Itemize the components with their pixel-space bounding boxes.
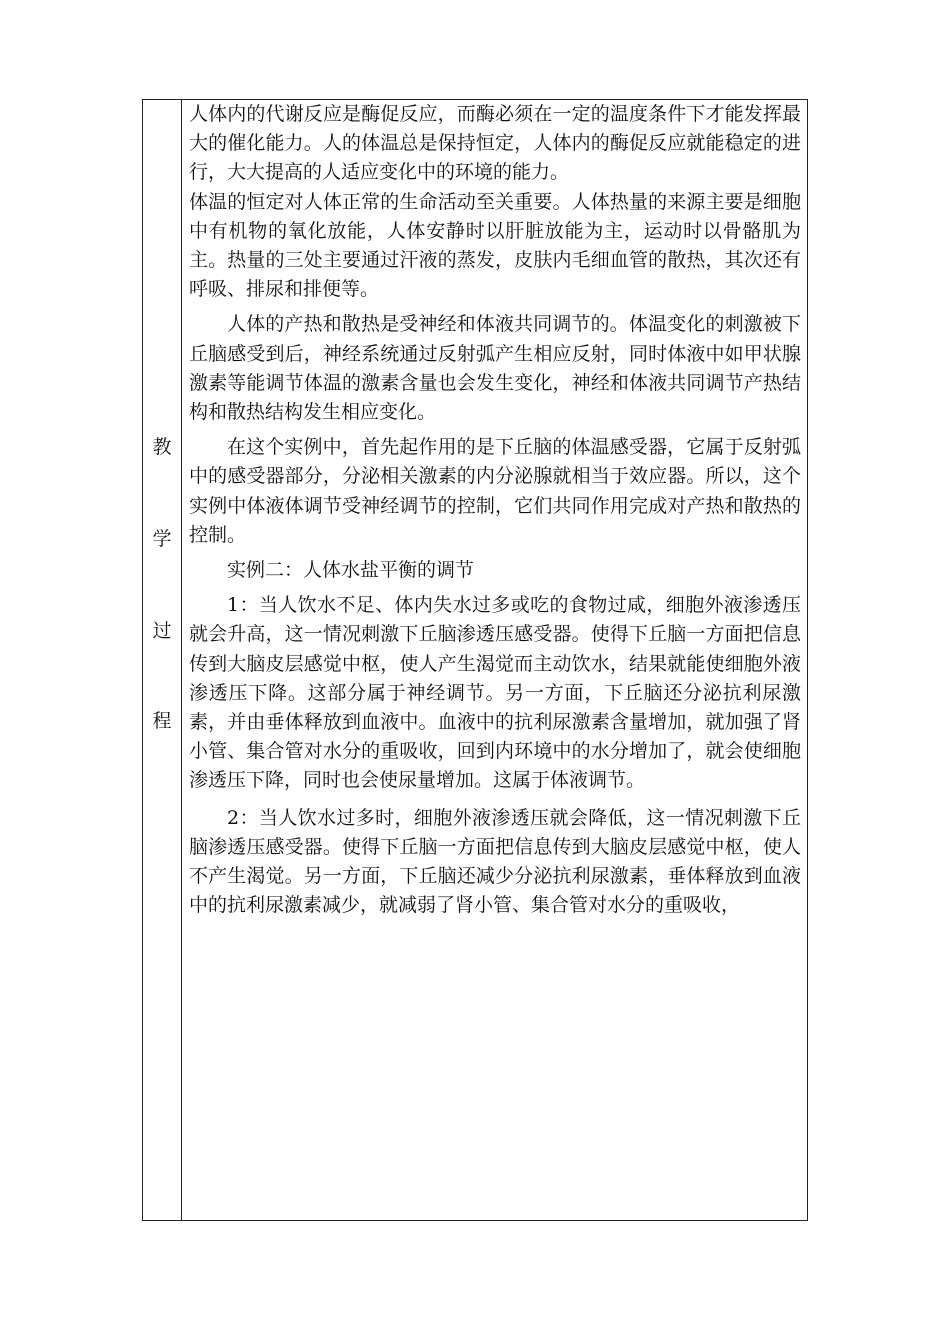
paragraph: 人体的产热和散热是受神经和体液共同调节的。体温变化的刺激被下丘脑感受到后，神经系统通过反射弧产生相应反射，同时体液中如甲状腺激素等能调节体温的激素含量也会发生变化，神经和体液共同调节产热结构和散热结构发生相应变化。 bbox=[189, 313, 801, 424]
side-label-char: 教 bbox=[152, 436, 172, 458]
lesson-table bbox=[142, 99, 808, 1221]
paragraph: 体温的恒定对人体正常的生命活动至关重要。人体热量的来源主要是细胞中有机物的氧化放能，人体安静时以肝脏放能为主，运动时以骨骼肌为主。热量的三处主要通过汗液的蒸发，皮肤内毛细血管的散热，其次还有呼吸、排尿和排便等。 bbox=[189, 190, 801, 301]
paragraph: 在这个实例中，首先起作用的是下丘脑的体温感受器，它属于反射弧中的感受器部分，分泌相关激素的内分泌腺就相当于效应器。所以，这个实例中体液体调节受神经调节的控制，它们共同作用完成对产热和散热的控制。 bbox=[189, 436, 801, 546]
section-heading: 实例二：人体水盐平衡的调节 bbox=[227, 559, 475, 582]
paragraph: 1：当人饮水不足、体内失水过多或吃的食物过咸，细胞外液渗透压就会升高，这一情况刺激下丘脑渗透压感受器。使得下丘脑一方面把信息传到大脑皮层感觉中枢，使人产生渴觉而主动饮水，结果就能使细胞外液渗透压下降。这部分属于神经调节。另一方面，下丘脑还分泌抗利尿激素，并由垂体释放到血液中。血液中的抗利尿激素含量增加，就加强了肾小管、集合管对水分的重吸收，回到内环境中的水分增加了，就会使细胞渗透压下降，同时也会使尿量增加。这属于体液调节。 bbox=[189, 594, 801, 792]
side-label-column bbox=[143, 100, 182, 1220]
side-label-char: 过 bbox=[152, 620, 172, 642]
paragraph: 人体内的代谢反应是酶促反应，而酶必须在一定的温度条件下才能发挥最大的催化能力。人的体温总是保持恒定，人体内的酶促反应就能稳定的进行，大大提高的人适应变化中的环境的能力。 bbox=[189, 103, 801, 184]
side-label-char: 程 bbox=[152, 710, 172, 732]
paragraph: 2：当人饮水过多时，细胞外液渗透压就会降低，这一情况刺激下丘脑渗透压感受器。使得下丘脑一方面把信息传到大脑皮层感觉中枢，使人不产生渴觉。另一方面，下丘脑还减少分泌抗利尿激素，垂体释放到血液中的抗利尿激素减少，就减弱了肾小管、集合管对水分的重吸收， bbox=[189, 806, 801, 917]
side-label-char: 学 bbox=[152, 528, 172, 550]
teaching-process-content bbox=[189, 100, 801, 920]
